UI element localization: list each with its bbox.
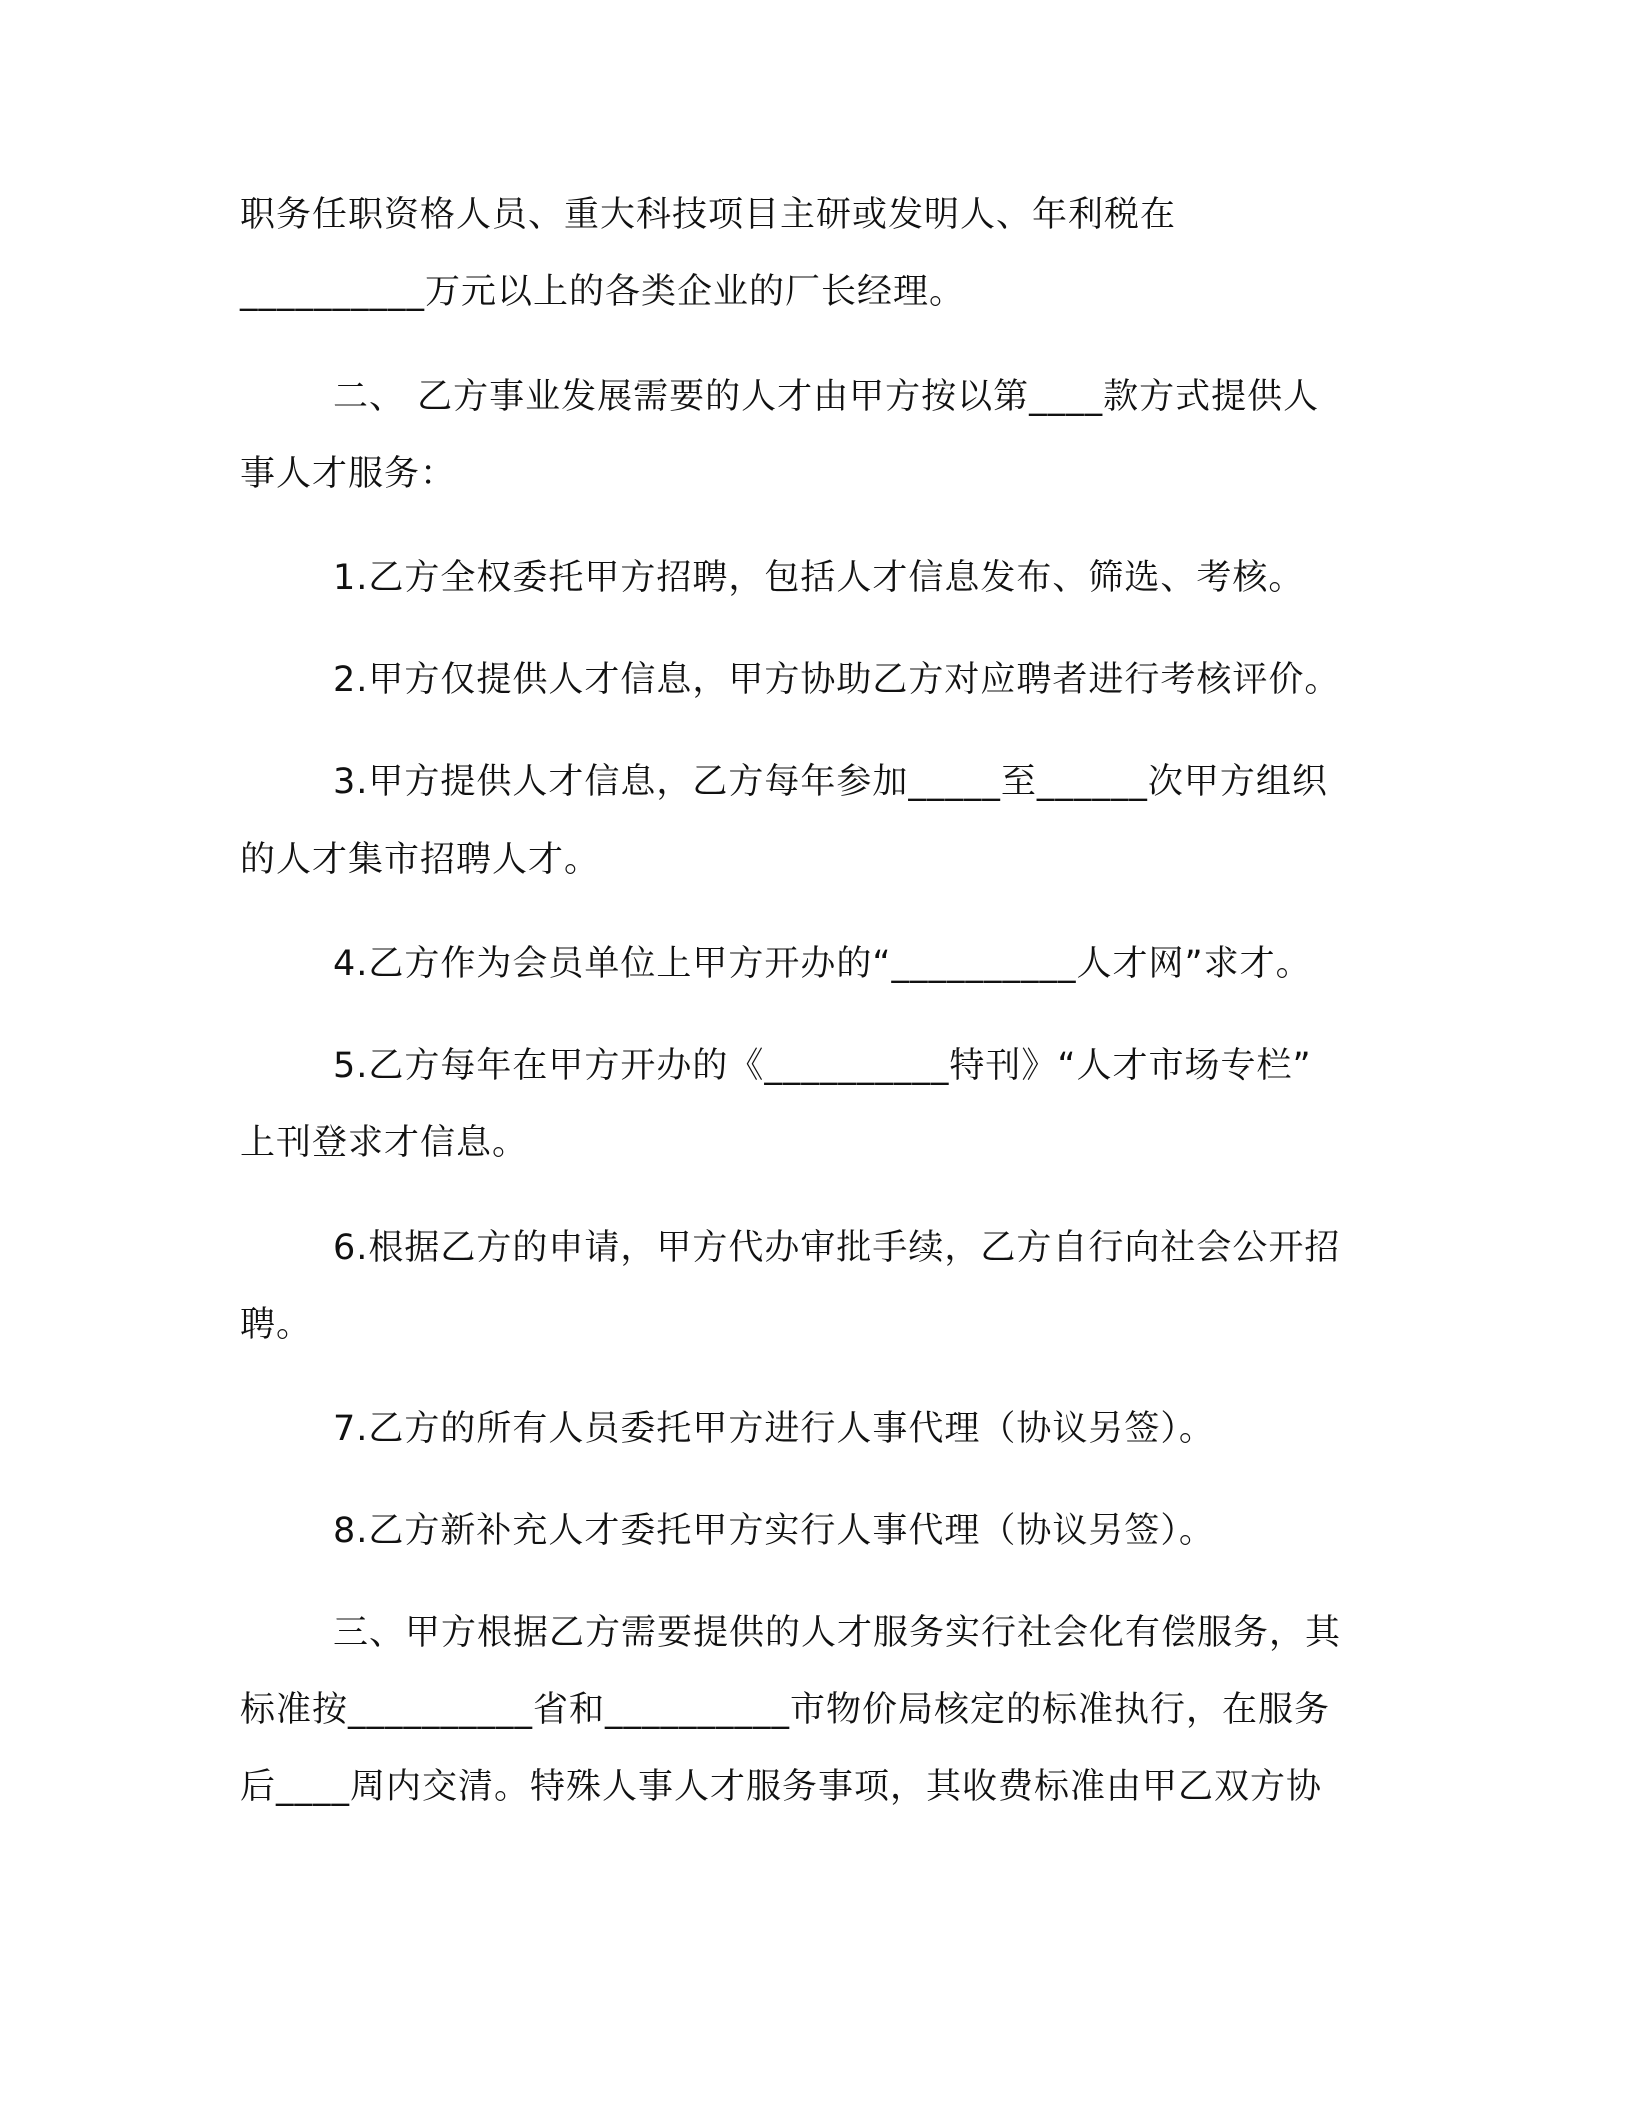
section-three-heading: 三、甲方根据乙方需要提供的人才服务实行社会化有偿服务，其 [333,1613,1342,1653]
list-item-8: 8.乙方新补充人才委托甲方实行人事代理（协议另签）。 [333,1511,1215,1551]
list-item-5: 5.乙方每年在甲方开办的《__________特刊》“人才市场专栏” [333,1046,1312,1086]
paragraph-line: 事人才服务： [240,454,457,494]
paragraph-line: __________万元以上的各类企业的厂长经理。 [240,272,966,312]
list-item-4: 4.乙方作为会员单位上甲方开办的“__________人才网”求才。 [333,944,1312,984]
paragraph-line: 职务任职资格人员、重大科技项目主研或发明人、年利税在 [240,195,1177,235]
paragraph-line: 标准按__________省和__________市物价局核定的标准执行，在服务 [240,1690,1331,1730]
section-two-heading: 二、 乙方事业发展需要的人才由甲方按以第____款方式提供人 [333,377,1320,417]
list-item-3: 3.甲方提供人才信息，乙方每年参加_____至______次甲方组织 [333,762,1328,802]
paragraph-line: 聘。 [240,1305,313,1345]
list-item-2: 2.甲方仅提供人才信息，甲方协助乙方对应聘者进行考核评价。 [333,660,1341,700]
list-item-6: 6.根据乙方的申请，甲方代办审批手续，乙方自行向社会公开招 [333,1228,1341,1268]
paragraph-line: 后____周内交清。特殊人事人才服务事项，其收费标准由甲乙双方协 [240,1767,1323,1807]
paragraph-line: 的人才集市招聘人才。 [240,840,601,880]
paragraph-line: 上刊登求才信息。 [240,1123,529,1163]
list-item-7: 7.乙方的所有人员委托甲方进行人事代理（协议另签）。 [333,1409,1215,1449]
list-item-1: 1.乙方全权委托甲方招聘，包括人才信息发布、筛选、考核。 [333,558,1305,598]
